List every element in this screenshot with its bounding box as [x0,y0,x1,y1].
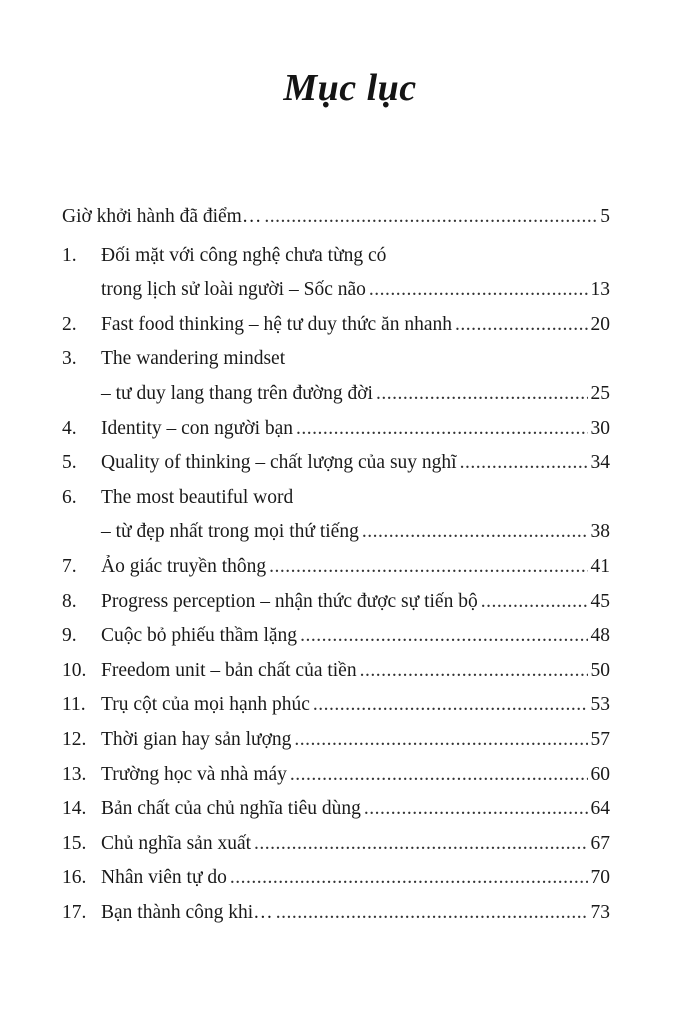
toc-entry-6-line2 [62,515,610,550]
toc-entry-17 [62,896,610,931]
toc-entry-11 [62,688,610,723]
dot-leader [455,308,588,343]
dot-leader [276,896,588,931]
toc-entry-intro [62,200,610,235]
toc-entry-label: Quality of thinking – chất lượng của suy nghĩ [101,452,457,474]
toc-page-number: 25 [590,382,610,404]
toc-entry-label: Chủ nghĩa sản xuất [101,832,252,854]
toc-entry-label: – từ đẹp nhất trong mọi thứ tiếng [101,521,359,543]
toc-entry-label: Trụ cột của mọi hạnh phúc [101,694,310,716]
toc-entry-label: – tư duy lang thang trên đường đời [101,382,373,404]
toc-entry-label: Freedom unit – bản chất của tiền [101,659,357,681]
toc-page-number: 67 [590,832,610,854]
page-title: Mục lục [283,67,417,109]
toc-entry-label: Fast food thinking – hệ tư duy thức ăn nhanh [101,313,452,335]
toc-page-number: 5 [600,206,610,227]
toc-entry-label: Cuộc bỏ phiếu thầm lặng [101,625,298,647]
toc-entry-label: trong lịch sử loài người – Sốc não [101,279,366,301]
toc-entry-1-line2 [62,273,610,308]
chapter-number: 14. [62,798,87,820]
toc-entry-label: Progress perception – nhận thức được sự tiến bộ [101,590,478,612]
toc-page-number: 53 [590,694,610,716]
toc-entry-label: Trường học và nhà máy [101,763,287,785]
chapter-number: 12. [62,728,87,750]
dot-leader [300,619,587,654]
toc-page-number: 60 [590,763,610,785]
dot-leader [294,723,587,758]
toc-entry-label: Bản chất của chủ nghĩa tiêu dùng [101,798,361,820]
toc-page-number: 57 [590,728,610,750]
toc-entry-12 [62,723,610,758]
toc-page-number: 48 [590,625,610,647]
chapter-number: 10. [62,659,87,681]
chapter-number: 15. [62,832,87,854]
chapter-number: 3. [62,348,77,370]
dot-leader [360,654,588,689]
dot-leader [481,585,588,620]
dot-leader [313,688,588,723]
toc-page-number: 73 [590,901,610,923]
dot-leader [264,200,597,235]
dot-leader [364,792,588,827]
dot-leader [369,273,588,308]
toc-page-number: 34 [590,452,610,474]
toc-entry-13 [62,758,610,793]
toc-page-number: 45 [590,590,610,612]
toc-entry-label: The most beautiful word [101,486,294,508]
chapter-number: 4. [62,417,77,439]
toc-page-number: 50 [590,659,610,681]
chapter-number: 17. [62,901,87,923]
chapter-number: 2. [62,313,77,335]
toc-entry-7 [62,550,610,585]
toc-page-number: 38 [590,521,610,543]
toc-entry-3-line2 [62,377,610,412]
chapter-number: 16. [62,867,87,889]
toc-entry-label: Bạn thành công khi… [101,901,273,923]
toc-entry-6-line1 [62,481,610,516]
toc-page-number: 13 [590,279,610,301]
dot-leader [362,515,588,550]
dot-leader [460,446,588,481]
chapter-number: 6. [62,486,77,508]
toc-entry-4 [62,412,610,447]
dot-leader [230,861,588,896]
chapter-number: 7. [62,555,77,577]
toc-page-number: 70 [590,867,610,889]
toc-entry-9 [62,619,610,654]
table-of-contents [62,200,610,930]
toc-entry-15 [62,827,610,862]
chapter-number: 13. [62,763,87,785]
dot-leader [376,377,588,412]
chapter-number: 11. [62,694,86,716]
toc-entry-8 [62,585,610,620]
toc-entry-2 [62,308,610,343]
chapter-number: 9. [62,625,77,647]
toc-page-number: 30 [590,417,610,439]
toc-entry-label: Giờ khởi hành đã điểm… [62,206,262,227]
toc-entry-label: Đối mặt với công nghệ chưa từng có [101,244,387,266]
chapter-number: 8. [62,590,77,612]
dot-leader [269,550,587,585]
toc-entry-label: Thời gian hay sản lượng [101,728,292,750]
toc-entry-1-line1 [62,239,610,274]
toc-page-number: 64 [590,798,610,820]
toc-entry-16 [62,861,610,896]
chapter-number: 1. [62,244,77,266]
toc-entry-label: The wandering mindset [101,348,286,370]
toc-entry-label: Ảo giác truyền thông [101,555,267,577]
dot-leader [254,827,587,862]
chapter-number: 5. [62,452,77,474]
toc-entry-3-line1 [62,342,610,377]
dot-leader [296,412,587,447]
toc-entry-label: Nhân viên tự do [101,867,227,889]
toc-entry-label: Identity – con người bạn [101,417,294,439]
toc-page-number: 41 [590,555,610,577]
toc-entry-14 [62,792,610,827]
toc-entry-10 [62,654,610,689]
toc-entry-5 [62,446,610,481]
toc-page-number: 20 [590,313,610,335]
dot-leader [290,758,588,793]
